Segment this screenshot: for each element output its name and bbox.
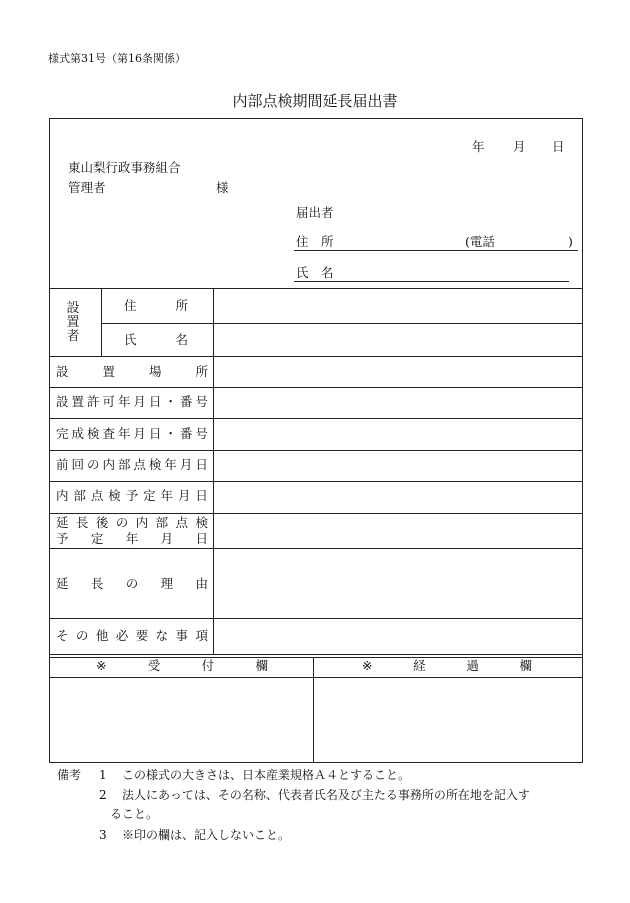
note-1-text: この様式の大きさは、日本産業規格Ａ４とすること。 xyxy=(122,768,411,782)
applicant-address-label: 住 所 xyxy=(296,234,334,249)
document-title: 内部点検期間延長届出書 xyxy=(232,92,398,110)
date-month-label: 月 xyxy=(513,139,526,154)
note-3-text: ※印の欄は、記入しないこと。 xyxy=(122,828,291,842)
row-label-scheduled-inspection-date: 内 部 点 検 予 定 年 月 日 xyxy=(56,488,208,503)
applicant-phone-close: ) xyxy=(568,234,573,249)
installer-label: 設 置 者 xyxy=(66,301,80,344)
row-label-installation-location: 設 置 場 所 xyxy=(56,364,208,379)
progress-header: ※ 経 過 欄 xyxy=(362,658,532,673)
applicant-name-underline xyxy=(294,281,569,282)
installer-address-label: 住 所 xyxy=(124,298,188,313)
notes-label: 備考 xyxy=(57,768,82,782)
note-2-number: 2 xyxy=(99,788,107,802)
applicant-address-underline xyxy=(294,250,578,251)
row-label-reason-for-extension: 延 長 の 理 由 xyxy=(56,576,208,591)
form-number: 様式第31号（第16条関係） xyxy=(48,52,186,65)
addressee-manager: 管理者 xyxy=(68,180,106,195)
applicant-name-label: 氏 名 xyxy=(296,265,334,280)
note-3-number: 3 xyxy=(99,828,107,842)
row-label-extended-inspection-date: 延 長 後 の 内 部 点 検 xyxy=(56,515,208,530)
note-2-text: 法人にあっては、その名称、代表者氏名及び主たる事務所の所在地を記入す xyxy=(122,788,530,802)
row-label-other-necessary-matters: そ の 他 必 要 な 事 項 xyxy=(56,628,208,643)
date-year-label: 年 xyxy=(472,139,485,154)
note-1-number: 1 xyxy=(99,768,107,782)
date-day-label: 日 xyxy=(552,139,565,154)
note-2-text-cont: ること。 xyxy=(110,807,159,821)
applicant-label: 届出者 xyxy=(296,205,334,220)
row-label-extended-inspection-date: 予 定 年 月 日 xyxy=(56,531,208,546)
addressee-org: 東山梨行政事務組合 xyxy=(68,160,181,175)
row-label-completion-inspection-date-number: 完 成 検 査 年 月 日 ・ 番 号 xyxy=(56,426,208,441)
installer-name-label: 氏 名 xyxy=(124,332,188,347)
addressee-honorific: 様 xyxy=(216,180,229,195)
reception-header: ※ 受 付 欄 xyxy=(96,658,268,673)
row-label-permit-date-number: 設 置 許 可 年 月 日 ・ 番 号 xyxy=(56,394,208,409)
row-label-previous-inspection-date: 前 回 の 内 部 点 検 年 月 日 xyxy=(56,457,208,472)
applicant-phone-open: (電話 xyxy=(465,234,495,249)
